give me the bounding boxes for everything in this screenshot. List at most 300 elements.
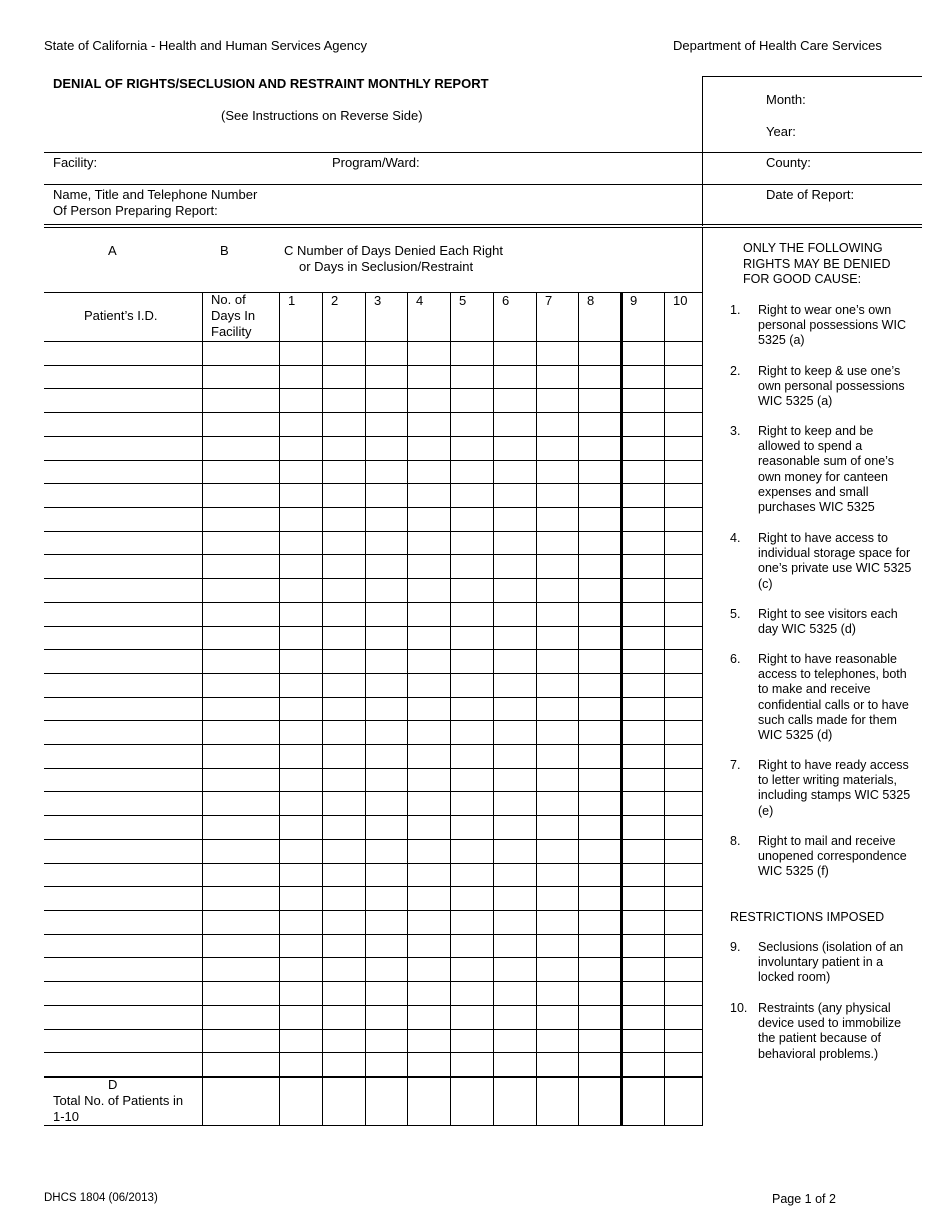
right-days-cell[interactable] (623, 414, 662, 434)
days-in-facility-cell[interactable] (204, 390, 277, 410)
right-days-cell[interactable] (495, 959, 534, 979)
right-days-cell[interactable] (367, 367, 405, 386)
right-days-cell[interactable] (666, 793, 700, 813)
days-in-facility-cell[interactable] (204, 1054, 277, 1074)
right-days-cell[interactable] (623, 959, 662, 979)
right-days-cell[interactable] (580, 509, 619, 529)
right-days-cell[interactable] (367, 651, 405, 671)
right-days-cell[interactable] (580, 959, 619, 979)
days-in-facility-cell[interactable] (204, 746, 277, 766)
right-days-cell[interactable] (623, 509, 662, 529)
right-days-cell[interactable] (538, 722, 576, 742)
right-days-cell[interactable] (580, 746, 619, 766)
right-days-cell[interactable] (409, 770, 448, 789)
right-days-cell[interactable] (495, 746, 534, 766)
right-days-cell[interactable] (409, 793, 448, 813)
right-days-cell[interactable] (281, 485, 320, 505)
right-days-cell[interactable] (623, 936, 662, 955)
right-days-cell[interactable] (495, 912, 534, 932)
right-days-cell[interactable] (367, 699, 405, 718)
right-days-cell[interactable] (580, 390, 619, 410)
right-days-cell[interactable] (666, 770, 700, 789)
right-days-cell[interactable] (495, 556, 534, 576)
right-days-cell[interactable] (452, 865, 491, 884)
right-days-cell[interactable] (281, 343, 320, 363)
right-days-cell[interactable] (538, 390, 576, 410)
right-days-cell[interactable] (538, 936, 576, 955)
right-days-cell[interactable] (666, 414, 700, 434)
right-days-cell[interactable] (281, 390, 320, 410)
right-days-cell[interactable] (452, 912, 491, 932)
patient-id-cell[interactable] (46, 414, 200, 434)
right-days-cell[interactable] (495, 1007, 534, 1027)
right-days-cell[interactable] (666, 959, 700, 979)
right-days-cell[interactable] (623, 390, 662, 410)
days-in-facility-cell[interactable] (204, 793, 277, 813)
right-days-cell[interactable] (623, 983, 662, 1003)
right-days-cell[interactable] (367, 983, 405, 1003)
right-days-cell[interactable] (452, 1054, 491, 1074)
right-days-cell[interactable] (495, 343, 534, 363)
right-days-cell[interactable] (324, 390, 363, 410)
right-days-cell[interactable] (324, 1054, 363, 1074)
right-days-cell[interactable] (538, 580, 576, 600)
patient-id-cell[interactable] (46, 912, 200, 932)
right-days-cell[interactable] (452, 485, 491, 505)
right-days-cell[interactable] (666, 841, 700, 861)
right-days-cell[interactable] (495, 936, 534, 955)
right-days-cell[interactable] (367, 580, 405, 600)
patient-id-cell[interactable] (46, 817, 200, 837)
right-days-cell[interactable] (495, 628, 534, 647)
right-days-cell[interactable] (580, 580, 619, 600)
days-in-facility-cell[interactable] (204, 722, 277, 742)
right-days-cell[interactable] (452, 580, 491, 600)
days-in-facility-cell[interactable] (204, 438, 277, 458)
right-days-cell[interactable] (281, 770, 320, 789)
right-days-cell[interactable] (324, 746, 363, 766)
days-in-facility-cell[interactable] (204, 580, 277, 600)
right-days-cell[interactable] (666, 1031, 700, 1050)
right-days-cell[interactable] (623, 580, 662, 600)
right-days-cell[interactable] (495, 1031, 534, 1050)
days-in-facility-cell[interactable] (204, 628, 277, 647)
right-days-cell[interactable] (623, 675, 662, 695)
right-days-cell[interactable] (409, 367, 448, 386)
right-days-cell[interactable] (324, 438, 363, 458)
right-days-cell[interactable] (324, 1031, 363, 1050)
right-days-cell[interactable] (281, 1007, 320, 1027)
right-days-cell[interactable] (281, 912, 320, 932)
right-days-cell[interactable] (580, 699, 619, 718)
right-days-cell[interactable] (281, 817, 320, 837)
right-days-cell[interactable] (623, 343, 662, 363)
right-days-cell[interactable] (538, 438, 576, 458)
right-days-cell[interactable] (409, 817, 448, 837)
right-days-cell[interactable] (367, 817, 405, 837)
patient-id-cell[interactable] (46, 533, 200, 552)
days-in-facility-cell[interactable] (204, 888, 277, 908)
right-days-cell[interactable] (580, 793, 619, 813)
right-days-cell[interactable] (324, 912, 363, 932)
right-days-cell[interactable] (452, 604, 491, 624)
right-days-cell[interactable] (281, 556, 320, 576)
right-days-cell[interactable] (324, 509, 363, 529)
right-days-cell[interactable] (495, 462, 534, 481)
right-days-cell[interactable] (281, 580, 320, 600)
patient-id-cell[interactable] (46, 841, 200, 861)
right-days-cell[interactable] (324, 793, 363, 813)
days-in-facility-cell[interactable] (204, 983, 277, 1003)
right-days-cell[interactable] (580, 651, 619, 671)
right-days-cell[interactable] (324, 628, 363, 647)
total-cell[interactable] (580, 1079, 619, 1122)
right-days-cell[interactable] (580, 722, 619, 742)
right-days-cell[interactable] (367, 1007, 405, 1027)
right-days-cell[interactable] (324, 462, 363, 481)
right-days-cell[interactable] (580, 556, 619, 576)
right-days-cell[interactable] (538, 556, 576, 576)
right-days-cell[interactable] (281, 651, 320, 671)
right-days-cell[interactable] (281, 628, 320, 647)
right-days-cell[interactable] (495, 841, 534, 861)
right-days-cell[interactable] (324, 604, 363, 624)
patient-id-cell[interactable] (46, 367, 200, 386)
right-days-cell[interactable] (666, 462, 700, 481)
right-days-cell[interactable] (409, 722, 448, 742)
right-days-cell[interactable] (367, 604, 405, 624)
right-days-cell[interactable] (409, 746, 448, 766)
days-in-facility-cell[interactable] (204, 1007, 277, 1027)
right-days-cell[interactable] (324, 722, 363, 742)
right-days-cell[interactable] (409, 841, 448, 861)
right-days-cell[interactable] (324, 533, 363, 552)
right-days-cell[interactable] (623, 817, 662, 837)
right-days-cell[interactable] (495, 1054, 534, 1074)
right-days-cell[interactable] (409, 865, 448, 884)
right-days-cell[interactable] (666, 675, 700, 695)
right-days-cell[interactable] (538, 414, 576, 434)
right-days-cell[interactable] (580, 414, 619, 434)
right-days-cell[interactable] (623, 722, 662, 742)
county-input[interactable] (818, 154, 918, 172)
right-days-cell[interactable] (409, 1007, 448, 1027)
right-days-cell[interactable] (538, 604, 576, 624)
days-in-facility-cell[interactable] (204, 556, 277, 576)
right-days-cell[interactable] (623, 533, 662, 552)
right-days-cell[interactable] (495, 888, 534, 908)
right-days-cell[interactable] (580, 533, 619, 552)
right-days-cell[interactable] (666, 912, 700, 932)
right-days-cell[interactable] (409, 651, 448, 671)
right-days-cell[interactable] (538, 367, 576, 386)
patient-id-cell[interactable] (46, 651, 200, 671)
right-days-cell[interactable] (580, 865, 619, 884)
right-days-cell[interactable] (495, 509, 534, 529)
right-days-cell[interactable] (409, 485, 448, 505)
total-cell[interactable] (324, 1079, 363, 1122)
right-days-cell[interactable] (324, 675, 363, 695)
right-days-cell[interactable] (367, 675, 405, 695)
right-days-cell[interactable] (367, 343, 405, 363)
right-days-cell[interactable] (538, 651, 576, 671)
year-input[interactable] (802, 123, 912, 141)
right-days-cell[interactable] (452, 675, 491, 695)
right-days-cell[interactable] (324, 651, 363, 671)
right-days-cell[interactable] (367, 390, 405, 410)
right-days-cell[interactable] (538, 509, 576, 529)
right-days-cell[interactable] (538, 770, 576, 789)
right-days-cell[interactable] (623, 485, 662, 505)
right-days-cell[interactable] (324, 865, 363, 884)
right-days-cell[interactable] (666, 699, 700, 718)
patient-id-cell[interactable] (46, 1007, 200, 1027)
right-days-cell[interactable] (452, 770, 491, 789)
right-days-cell[interactable] (623, 770, 662, 789)
right-days-cell[interactable] (367, 793, 405, 813)
right-days-cell[interactable] (452, 509, 491, 529)
right-days-cell[interactable] (324, 699, 363, 718)
right-days-cell[interactable] (452, 793, 491, 813)
date-of-report-input[interactable] (766, 204, 916, 222)
right-days-cell[interactable] (367, 936, 405, 955)
right-days-cell[interactable] (580, 912, 619, 932)
right-days-cell[interactable] (281, 888, 320, 908)
preparer-input[interactable] (236, 202, 696, 220)
right-days-cell[interactable] (452, 888, 491, 908)
right-days-cell[interactable] (538, 533, 576, 552)
days-in-facility-cell[interactable] (204, 865, 277, 884)
patient-id-cell[interactable] (46, 888, 200, 908)
right-days-cell[interactable] (324, 888, 363, 908)
patient-id-cell[interactable] (46, 936, 200, 955)
right-days-cell[interactable] (452, 1007, 491, 1027)
right-days-cell[interactable] (623, 699, 662, 718)
patient-id-cell[interactable] (46, 628, 200, 647)
right-days-cell[interactable] (367, 888, 405, 908)
right-days-cell[interactable] (623, 1031, 662, 1050)
right-days-cell[interactable] (666, 509, 700, 529)
right-days-cell[interactable] (623, 865, 662, 884)
right-days-cell[interactable] (281, 959, 320, 979)
patient-id-cell[interactable] (46, 438, 200, 458)
right-days-cell[interactable] (324, 485, 363, 505)
right-days-cell[interactable] (538, 343, 576, 363)
right-days-cell[interactable] (367, 841, 405, 861)
right-days-cell[interactable] (538, 746, 576, 766)
right-days-cell[interactable] (452, 699, 491, 718)
right-days-cell[interactable] (495, 580, 534, 600)
right-days-cell[interactable] (538, 1054, 576, 1074)
right-days-cell[interactable] (623, 1007, 662, 1027)
days-in-facility-cell[interactable] (204, 936, 277, 955)
right-days-cell[interactable] (324, 770, 363, 789)
right-days-cell[interactable] (623, 604, 662, 624)
right-days-cell[interactable] (495, 865, 534, 884)
right-days-cell[interactable] (666, 722, 700, 742)
right-days-cell[interactable] (666, 438, 700, 458)
facility-input[interactable] (106, 154, 326, 172)
right-days-cell[interactable] (495, 438, 534, 458)
right-days-cell[interactable] (281, 1054, 320, 1074)
patient-id-cell[interactable] (46, 580, 200, 600)
right-days-cell[interactable] (324, 414, 363, 434)
right-days-cell[interactable] (324, 841, 363, 861)
days-in-facility-cell[interactable] (204, 699, 277, 718)
right-days-cell[interactable] (666, 367, 700, 386)
right-days-cell[interactable] (409, 533, 448, 552)
right-days-cell[interactable] (409, 604, 448, 624)
right-days-cell[interactable] (495, 722, 534, 742)
total-cell[interactable] (367, 1079, 405, 1122)
right-days-cell[interactable] (324, 959, 363, 979)
right-days-cell[interactable] (281, 841, 320, 861)
right-days-cell[interactable] (281, 604, 320, 624)
right-days-cell[interactable] (281, 722, 320, 742)
right-days-cell[interactable] (580, 888, 619, 908)
right-days-cell[interactable] (452, 651, 491, 671)
right-days-cell[interactable] (623, 841, 662, 861)
right-days-cell[interactable] (281, 746, 320, 766)
right-days-cell[interactable] (452, 462, 491, 481)
right-days-cell[interactable] (538, 699, 576, 718)
right-days-cell[interactable] (324, 343, 363, 363)
right-days-cell[interactable] (538, 817, 576, 837)
right-days-cell[interactable] (623, 912, 662, 932)
right-days-cell[interactable] (409, 628, 448, 647)
right-days-cell[interactable] (281, 865, 320, 884)
right-days-cell[interactable] (452, 556, 491, 576)
right-days-cell[interactable] (666, 580, 700, 600)
right-days-cell[interactable] (452, 936, 491, 955)
days-in-facility-cell[interactable] (204, 414, 277, 434)
right-days-cell[interactable] (409, 983, 448, 1003)
right-days-cell[interactable] (495, 390, 534, 410)
right-days-cell[interactable] (495, 817, 534, 837)
right-days-cell[interactable] (623, 888, 662, 908)
right-days-cell[interactable] (666, 888, 700, 908)
total-cell[interactable] (495, 1079, 534, 1122)
right-days-cell[interactable] (538, 841, 576, 861)
right-days-cell[interactable] (409, 959, 448, 979)
right-days-cell[interactable] (281, 675, 320, 695)
right-days-cell[interactable] (409, 580, 448, 600)
right-days-cell[interactable] (367, 462, 405, 481)
right-days-cell[interactable] (281, 509, 320, 529)
right-days-cell[interactable] (666, 390, 700, 410)
right-days-cell[interactable] (666, 1007, 700, 1027)
right-days-cell[interactable] (495, 367, 534, 386)
right-days-cell[interactable] (452, 390, 491, 410)
right-days-cell[interactable] (452, 746, 491, 766)
right-days-cell[interactable] (580, 675, 619, 695)
total-cell[interactable] (281, 1079, 320, 1122)
days-in-facility-cell[interactable] (204, 343, 277, 363)
right-days-cell[interactable] (538, 793, 576, 813)
right-days-cell[interactable] (367, 722, 405, 742)
right-days-cell[interactable] (367, 533, 405, 552)
patient-id-cell[interactable] (46, 722, 200, 742)
right-days-cell[interactable] (409, 699, 448, 718)
right-days-cell[interactable] (452, 1031, 491, 1050)
days-in-facility-cell[interactable] (204, 817, 277, 837)
right-days-cell[interactable] (666, 556, 700, 576)
right-days-cell[interactable] (580, 462, 619, 481)
right-days-cell[interactable] (409, 912, 448, 932)
days-in-facility-cell[interactable] (204, 367, 277, 386)
right-days-cell[interactable] (409, 509, 448, 529)
right-days-cell[interactable] (324, 556, 363, 576)
right-days-cell[interactable] (452, 367, 491, 386)
right-days-cell[interactable] (452, 959, 491, 979)
right-days-cell[interactable] (409, 1054, 448, 1074)
program-ward-input[interactable] (432, 154, 697, 172)
right-days-cell[interactable] (495, 604, 534, 624)
right-days-cell[interactable] (580, 604, 619, 624)
patient-id-cell[interactable] (46, 390, 200, 410)
days-in-facility-cell[interactable] (204, 485, 277, 505)
right-days-cell[interactable] (281, 533, 320, 552)
right-days-cell[interactable] (409, 556, 448, 576)
right-days-cell[interactable] (281, 983, 320, 1003)
right-days-cell[interactable] (580, 1054, 619, 1074)
right-days-cell[interactable] (495, 414, 534, 434)
right-days-cell[interactable] (367, 912, 405, 932)
right-days-cell[interactable] (367, 556, 405, 576)
right-days-cell[interactable] (409, 390, 448, 410)
patient-id-cell[interactable] (46, 509, 200, 529)
right-days-cell[interactable] (623, 462, 662, 481)
days-in-facility-cell[interactable] (204, 770, 277, 789)
days-in-facility-cell[interactable] (204, 841, 277, 861)
right-days-cell[interactable] (538, 628, 576, 647)
right-days-cell[interactable] (666, 485, 700, 505)
right-days-cell[interactable] (538, 912, 576, 932)
right-days-cell[interactable] (495, 675, 534, 695)
right-days-cell[interactable] (495, 651, 534, 671)
right-days-cell[interactable] (409, 1031, 448, 1050)
right-days-cell[interactable] (281, 414, 320, 434)
days-in-facility-cell[interactable] (204, 533, 277, 552)
right-days-cell[interactable] (580, 817, 619, 837)
right-days-cell[interactable] (367, 485, 405, 505)
right-days-cell[interactable] (367, 1031, 405, 1050)
right-days-cell[interactable] (666, 936, 700, 955)
right-days-cell[interactable] (281, 462, 320, 481)
right-days-cell[interactable] (623, 367, 662, 386)
right-days-cell[interactable] (452, 628, 491, 647)
right-days-cell[interactable] (409, 888, 448, 908)
month-input[interactable] (812, 91, 912, 109)
days-in-facility-cell[interactable] (204, 604, 277, 624)
right-days-cell[interactable] (580, 343, 619, 363)
right-days-cell[interactable] (623, 793, 662, 813)
right-days-cell[interactable] (666, 746, 700, 766)
right-days-cell[interactable] (666, 604, 700, 624)
right-days-cell[interactable] (367, 438, 405, 458)
patient-id-cell[interactable] (46, 556, 200, 576)
right-days-cell[interactable] (538, 1031, 576, 1050)
right-days-cell[interactable] (281, 438, 320, 458)
patient-id-cell[interactable] (46, 699, 200, 718)
right-days-cell[interactable] (452, 343, 491, 363)
right-days-cell[interactable] (324, 936, 363, 955)
days-in-facility-cell[interactable] (204, 651, 277, 671)
patient-id-cell[interactable] (46, 604, 200, 624)
right-days-cell[interactable] (623, 651, 662, 671)
total-cell[interactable] (666, 1079, 700, 1122)
days-in-facility-cell[interactable] (204, 462, 277, 481)
